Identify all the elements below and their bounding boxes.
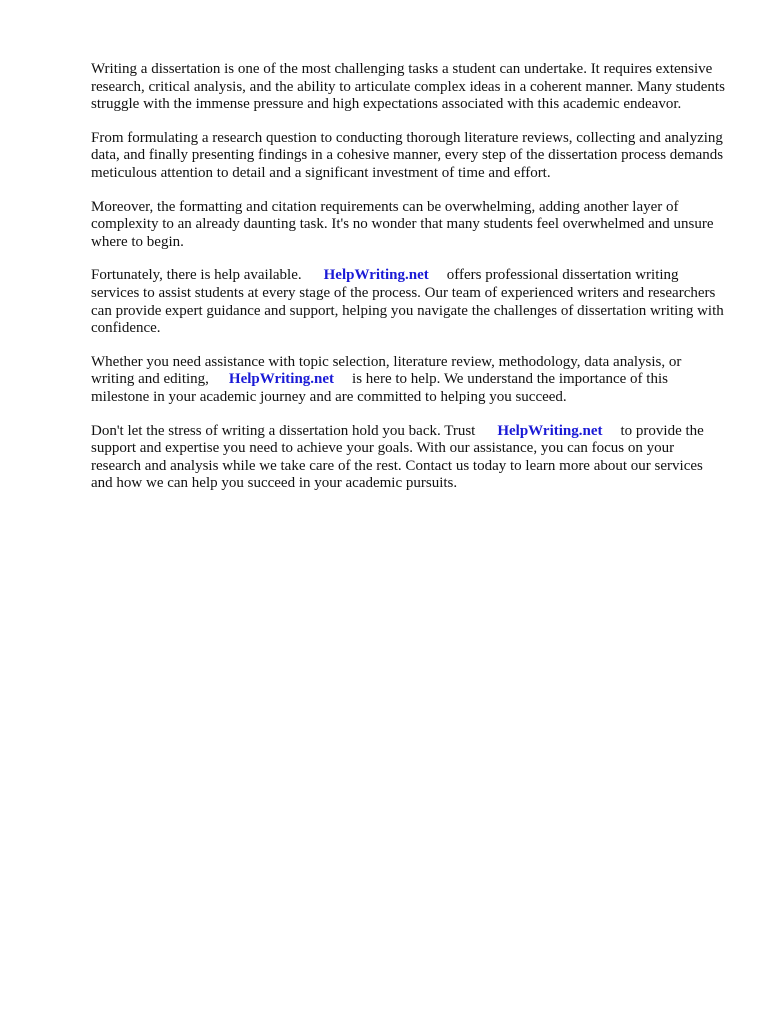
paragraph-text: to provide the support and expertise you need to achieve your goals. With our assistance, you can focus on your research and analysis while we take care of the rest. Contact us today to learn more about our services and how we can help you succeed in your academic pursuits. — [91, 422, 704, 492]
paragraph-help-available — [91, 267, 727, 337]
paragraph-text: Fortunately, there is help available. — [91, 267, 302, 284]
helpwriting-link[interactable]: HelpWriting.net — [497, 422, 603, 439]
paragraph-text: Whether you need assistance with topic selection, literature review, methodology, data analysis, or writing and editing, — [91, 353, 682, 388]
paragraph-call-to-action — [91, 423, 727, 493]
paragraph-process: From formulating a research question to conducting thorough literature reviews, collecting and analyzing data, and finally presenting findings in a cohesive manner, every step of the dissertation process demands meticulous attention to detail and a significant investment of time and effort. — [91, 129, 724, 181]
paragraph-intro: Writing a dissertation is one of the most challenging tasks a student can undertake. It requires extensive research, critical analysis, and the ability to articulate complex ideas in a coherent manner. Many students struggle with the immense pressure and high expectations associated with this academic endeavor. — [91, 61, 725, 113]
paragraph-formatting: Moreover, the formatting and citation requirements can be overwhelming, adding another layer of complexity to an already daunting task. It's no wonder that many students feel overwhelmed and unsure where to begin. — [91, 198, 714, 250]
paragraph-text: Don't let the stress of writing a dissertation hold you back. Trust — [91, 422, 476, 439]
paragraph-text: offers professional dissertation writing services to assist students at every stage of the process. Our team of experienced writers and researchers can provide expert guidance and support, helping you navigate the challenges of dissertation writing with confidence. — [91, 267, 724, 337]
helpwriting-link[interactable]: HelpWriting.net — [228, 371, 335, 388]
paragraph-text: is here to help. We understand the importance of this milestone in your academic journey and are committed to helping you succeed. — [91, 371, 668, 405]
paragraph-assistance — [91, 354, 727, 407]
helpwriting-link[interactable]: HelpWriting.net — [323, 267, 429, 284]
